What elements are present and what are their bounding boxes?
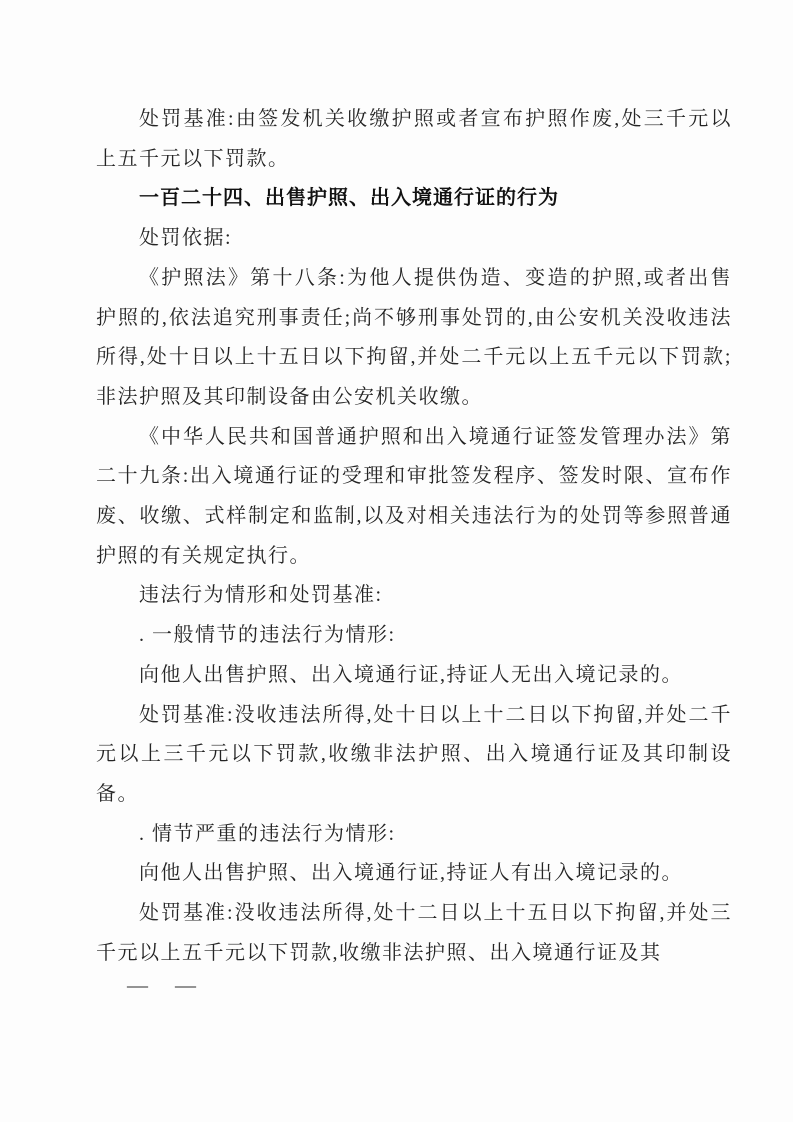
paragraph-violation-and-penalty-label: 违法行为情形和处罚基准: [139,584,383,607]
paragraph-general-penalty-basis: 处罚基准:没收违法所得,处十日以上十二日以下拘留,并处二千元以上三千元以下罚款,收缴非法护照、出入境通行证及其印制设备。 [96,703,732,805]
paragraph-serious-penalty-basis: 处罚基准:没收违法所得,处十二日以上十五日以下拘留,并处三千元以上五千元以下罚款,收缴非法护照、出入境通行证及其 [96,902,732,964]
page-number-dash-right: — [175,973,196,997]
page-number-marker [127,969,196,1001]
paragraph-penalty-basis-continuation: 处罚基准:由签发机关收缴护照或者宣布护照作废,处三千元以上五千元以下罚款。 [96,108,732,170]
paragraph-serious-circumstances-label: . 情节严重的违法行为情形: [139,822,396,845]
paragraph-passport-law-article-18: 《护照法》第十八条:为他人提供伪造、变造的护照,或者出售护照的,依法追究刑事责任;尚不够刑事处罚的,由公安机关没收违法所得,处十日以上十五日以下拘留,并处二千元以上五千元以下罚款;非法护照及其印制设备由公安机关收缴。 [96,266,732,408]
paragraph-serious-circumstances-description: 向他人出售护照、出入境通行证,持证人有出入境记录的。 [139,862,683,885]
paragraph-general-circumstances-description: 向他人出售护照、出入境通行证,持证人无出入境记录的。 [139,663,683,686]
paragraph-general-circumstances-label: . 一般情节的违法行为情形: [139,624,396,647]
document-body [96,100,732,973]
paragraph-penalty-grounds-label: 处罚依据: [139,227,233,250]
paragraph-exit-entry-permit-measures-article-29: 《中华人民共和国普通护照和出入境通行证签发管理办法》第二十九条:出入境通行证的受理和审批签发程序、签发时限、宣布作废、收缴、式样制定和监制,以及对相关违法行为的处罚等参照普通护照的有关规定执行。 [96,425,732,567]
section-heading-124: 一百二十四、出售护照、出入境通行证的行为 [139,187,559,210]
page-number-dash-left: — [127,973,148,997]
